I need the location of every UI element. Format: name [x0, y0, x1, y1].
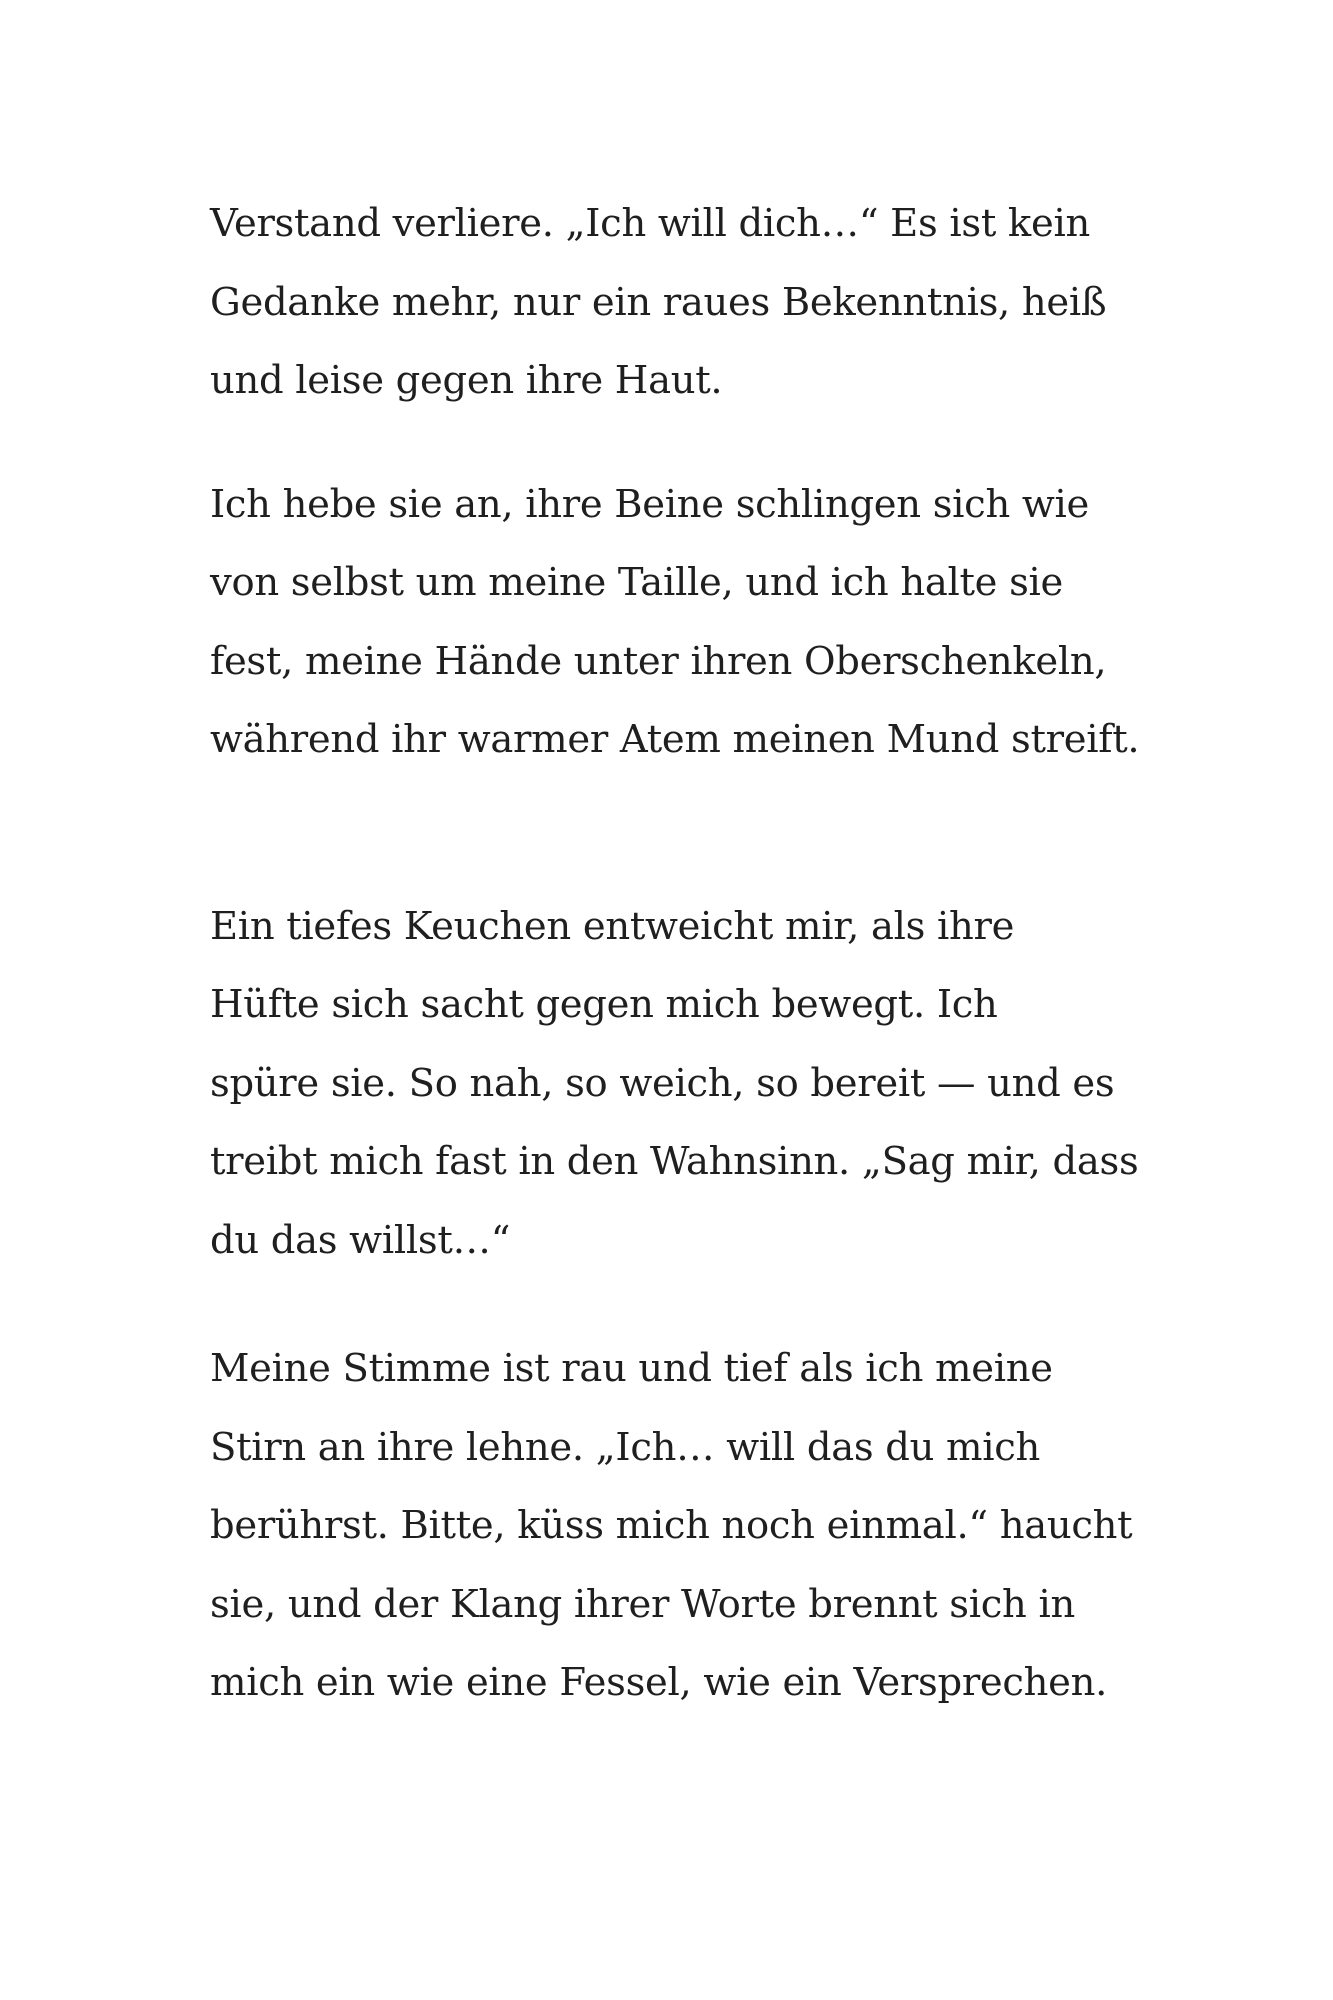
text-line: sie, und der Klang ihrer Worte brennt sich in: [210, 1581, 1075, 1627]
text-line: du das willst…“: [210, 1217, 511, 1263]
paragraph-2: [210, 466, 1210, 780]
text-line: während ihr warmer Atem meinen Mund streift.: [210, 717, 1140, 762]
text-line: fest, meine Hände unter ihren Oberschenkeln,: [210, 638, 1107, 684]
paragraph-3: [210, 888, 1210, 1281]
paragraph-1: [210, 185, 1210, 421]
text-line: Meine Stimme ist rau und tief als ich meine: [210, 1346, 1053, 1391]
text-line: mich ein wie eine Fessel, wie ein Versprechen.: [210, 1660, 1108, 1705]
text-line: von selbst um meine Taille, und ich halte sie: [210, 560, 1064, 605]
text-line: spüre sie. So nah, so weich, so bereit — und es: [210, 1060, 1115, 1106]
text-line: Ein tiefes Keuchen entweicht mir, als ihre: [210, 903, 1015, 949]
text-line: Ich hebe sie an, ihre Beine schlingen sich wie: [210, 481, 1090, 527]
text-line: berührst. Bitte, küss mich noch einmal.“ haucht: [210, 1503, 1133, 1548]
text-line: treibt mich fast in den Wahnsinn. „Sag mir, dass: [210, 1139, 1139, 1184]
text-line: Verstand verliere. „Ich will dich…“ Es ist kein: [210, 201, 1090, 246]
paragraph-4: [210, 1330, 1210, 1723]
text-line: Hüfte sich sacht gegen mich bewegt. Ich: [210, 982, 998, 1027]
document-page: [210, 185, 1210, 1723]
text-line: Gedanke mehr, nur ein raues Bekenntnis, heiß: [210, 279, 1107, 325]
text-line: Stirn an ihre lehne. „Ich… will das du mich: [210, 1424, 1041, 1470]
text-line: und leise gegen ihre Haut.: [210, 358, 723, 403]
